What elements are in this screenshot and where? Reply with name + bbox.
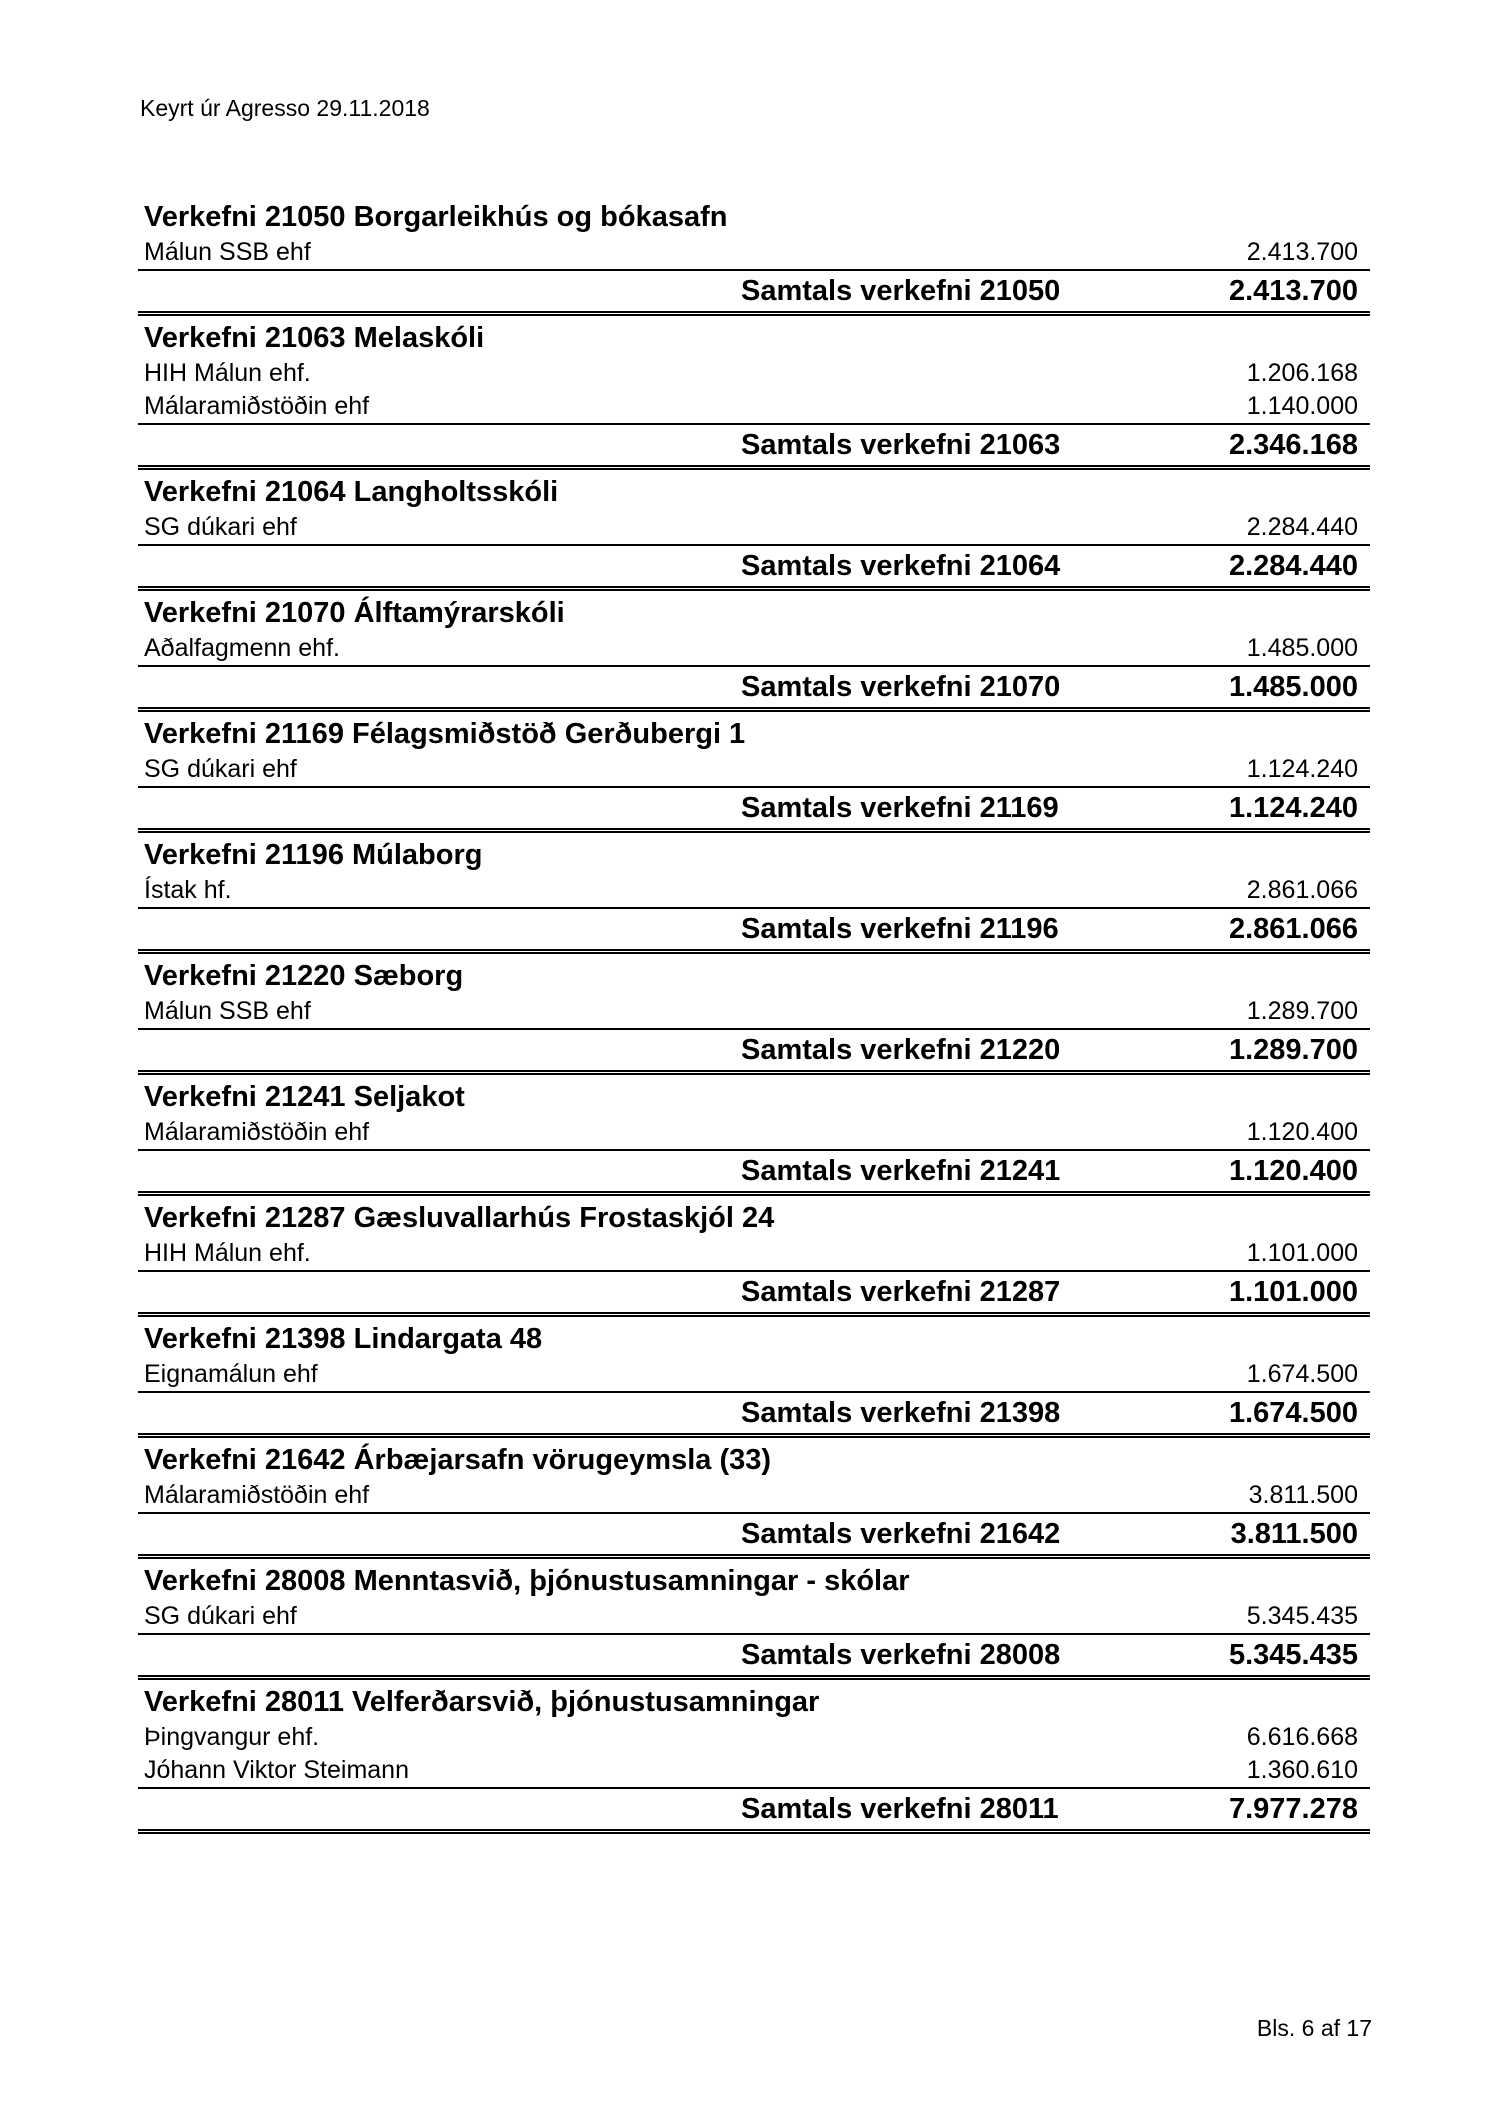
vendor-name: HIH Málun ehf. xyxy=(144,359,311,387)
project-title: Verkefni 21050 Borgarleikhús og bókasafn xyxy=(144,201,728,233)
vendor-name: Málun SSB ehf xyxy=(144,997,311,1025)
project-section xyxy=(138,1200,1370,1317)
project-total-row xyxy=(138,1028,1370,1075)
project-title: Verkefni 21070 Álftamýrarskóli xyxy=(144,597,565,629)
total-label: Samtals verkefni 21064 xyxy=(741,550,1061,582)
project-total-row xyxy=(138,786,1370,833)
vendor-amount: 1.101.000 xyxy=(1246,1239,1358,1267)
vendor-name: Aðalfagmenn ehf. xyxy=(144,634,340,662)
project-title: Verkefni 28008 Menntasvið, þjónustusamningar - skólar xyxy=(144,1565,910,1597)
project-cost-list xyxy=(138,199,1370,1838)
total-label: Samtals verkefni 21196 xyxy=(741,913,1059,945)
project-section xyxy=(138,320,1370,470)
report-source-note: Keyrt úr Agresso 29.11.2018 xyxy=(140,95,430,121)
project-section xyxy=(138,1563,1370,1680)
vendor-name: Málaramiðstöðin ehf xyxy=(144,1118,370,1146)
project-title: Verkefni 21241 Seljakot xyxy=(144,1081,465,1113)
vendor-name: SG dúkari ehf xyxy=(144,1602,297,1630)
total-amount: 1.674.500 xyxy=(1228,1397,1358,1429)
project-section xyxy=(138,595,1370,712)
project-title: Verkefni 21220 Sæborg xyxy=(144,960,464,992)
project-section xyxy=(138,1684,1370,1834)
vendor-amount: 1.124.240 xyxy=(1246,755,1358,783)
project-total-row xyxy=(138,544,1370,591)
project-section xyxy=(138,474,1370,591)
project-total-row xyxy=(138,1512,1370,1559)
project-total-row xyxy=(138,423,1370,470)
vendor-line-item xyxy=(138,995,1370,1028)
vendor-amount: 1.206.168 xyxy=(1246,359,1358,387)
vendor-amount: 1.360.610 xyxy=(1246,1756,1358,1784)
project-title: Verkefni 21398 Lindargata 48 xyxy=(144,1323,543,1355)
vendor-line-item xyxy=(138,1600,1370,1633)
project-title: Verkefni 21169 Félagsmiðstöð Gerðubergi 1 xyxy=(144,718,746,750)
vendor-name: Málaramiðstöðin ehf xyxy=(144,1481,370,1509)
project-title: Verkefni 21064 Langholtsskóli xyxy=(144,476,559,508)
project-section xyxy=(138,1442,1370,1559)
vendor-amount: 1.120.400 xyxy=(1246,1118,1358,1146)
page-number: Bls. 6 af 17 xyxy=(1256,2015,1372,2041)
vendor-line-item xyxy=(138,511,1370,544)
total-label: Samtals verkefni 21241 xyxy=(741,1155,1061,1187)
total-amount: 2.413.700 xyxy=(1228,275,1358,307)
project-section xyxy=(138,1079,1370,1196)
vendor-name: Málun SSB ehf xyxy=(144,238,311,266)
vendor-name: HIH Málun ehf. xyxy=(144,1239,311,1267)
project-title: Verkefni 21287 Gæsluvallarhús Frostaskjól 24 xyxy=(144,1202,775,1234)
vendor-amount: 2.861.066 xyxy=(1246,876,1358,904)
project-title: Verkefni 21642 Árbæjarsafn vörugeymsla (33) xyxy=(144,1444,772,1476)
total-label: Samtals verkefni 21287 xyxy=(741,1276,1061,1308)
vendor-name: SG dúkari ehf xyxy=(144,513,297,541)
total-amount: 7.977.278 xyxy=(1228,1793,1358,1825)
total-amount: 1.120.400 xyxy=(1228,1155,1358,1187)
vendor-amount: 1.485.000 xyxy=(1246,634,1358,662)
total-amount: 2.284.440 xyxy=(1228,550,1358,582)
vendor-line-item xyxy=(138,874,1370,907)
vendor-amount: 2.284.440 xyxy=(1246,513,1358,541)
vendor-line-item xyxy=(138,236,1370,269)
vendor-amount: 5.345.435 xyxy=(1246,1602,1358,1630)
vendor-name: Þingvangur ehf. xyxy=(144,1723,320,1751)
total-label: Samtals verkefni 21169 xyxy=(741,792,1059,824)
vendor-amount: 6.616.668 xyxy=(1246,1723,1358,1751)
total-label: Samtals verkefni 21220 xyxy=(741,1034,1061,1066)
total-label: Samtals verkefni 28008 xyxy=(741,1639,1061,1671)
project-total-row xyxy=(138,665,1370,712)
total-amount: 5.345.435 xyxy=(1228,1639,1358,1671)
project-section xyxy=(138,958,1370,1075)
vendor-amount: 1.140.000 xyxy=(1246,392,1358,420)
total-label: Samtals verkefni 21070 xyxy=(741,671,1061,703)
total-amount: 1.101.000 xyxy=(1228,1276,1358,1308)
total-label: Samtals verkefni 21642 xyxy=(741,1518,1061,1550)
project-title: Verkefni 21063 Melaskóli xyxy=(144,322,485,354)
vendor-amount: 2.413.700 xyxy=(1246,238,1358,266)
project-section xyxy=(138,1321,1370,1438)
vendor-name: Ístak hf. xyxy=(144,876,232,904)
project-title: Verkefni 28011 Velferðarsvið, þjónustusamningar xyxy=(144,1686,820,1718)
total-label: Samtals verkefni 21398 xyxy=(741,1397,1061,1429)
project-total-row xyxy=(138,269,1370,316)
vendor-line-item xyxy=(138,1358,1370,1391)
vendor-name: SG dúkari ehf xyxy=(144,755,297,783)
vendor-line-item xyxy=(138,390,1370,423)
total-label: Samtals verkefni 21063 xyxy=(741,429,1061,461)
total-amount: 1.124.240 xyxy=(1228,792,1358,824)
project-total-row xyxy=(138,1787,1370,1834)
vendor-amount: 3.811.500 xyxy=(1248,1481,1358,1509)
project-total-row xyxy=(138,1633,1370,1680)
vendor-amount: 1.289.700 xyxy=(1246,997,1358,1025)
project-title: Verkefni 21196 Múlaborg xyxy=(144,839,483,871)
vendor-line-item xyxy=(138,1237,1370,1270)
vendor-line-item xyxy=(138,632,1370,665)
project-total-row xyxy=(138,1149,1370,1196)
vendor-amount: 1.674.500 xyxy=(1246,1360,1358,1388)
project-section xyxy=(138,199,1370,316)
vendor-line-item xyxy=(138,357,1370,390)
vendor-name: Eignamálun ehf xyxy=(144,1360,318,1388)
vendor-name: Jóhann Viktor Steimann xyxy=(144,1756,409,1784)
total-amount: 2.861.066 xyxy=(1228,913,1358,945)
vendor-line-item xyxy=(138,753,1370,786)
project-section xyxy=(138,716,1370,833)
total-amount: 2.346.168 xyxy=(1228,429,1358,461)
total-amount: 1.485.000 xyxy=(1228,671,1358,703)
vendor-line-item xyxy=(138,1721,1370,1754)
vendor-line-item xyxy=(138,1116,1370,1149)
vendor-name: Málaramiðstöðin ehf xyxy=(144,392,370,420)
vendor-line-item xyxy=(138,1479,1370,1512)
project-total-row xyxy=(138,1270,1370,1317)
vendor-line-item xyxy=(138,1754,1370,1787)
total-amount: 1.289.700 xyxy=(1228,1034,1358,1066)
project-total-row xyxy=(138,907,1370,954)
project-section xyxy=(138,837,1370,954)
total-label: Samtals verkefni 21050 xyxy=(741,275,1061,307)
total-label: Samtals verkefni 28011 xyxy=(741,1793,1059,1825)
total-amount: 3.811.500 xyxy=(1230,1518,1358,1550)
project-total-row xyxy=(138,1391,1370,1438)
